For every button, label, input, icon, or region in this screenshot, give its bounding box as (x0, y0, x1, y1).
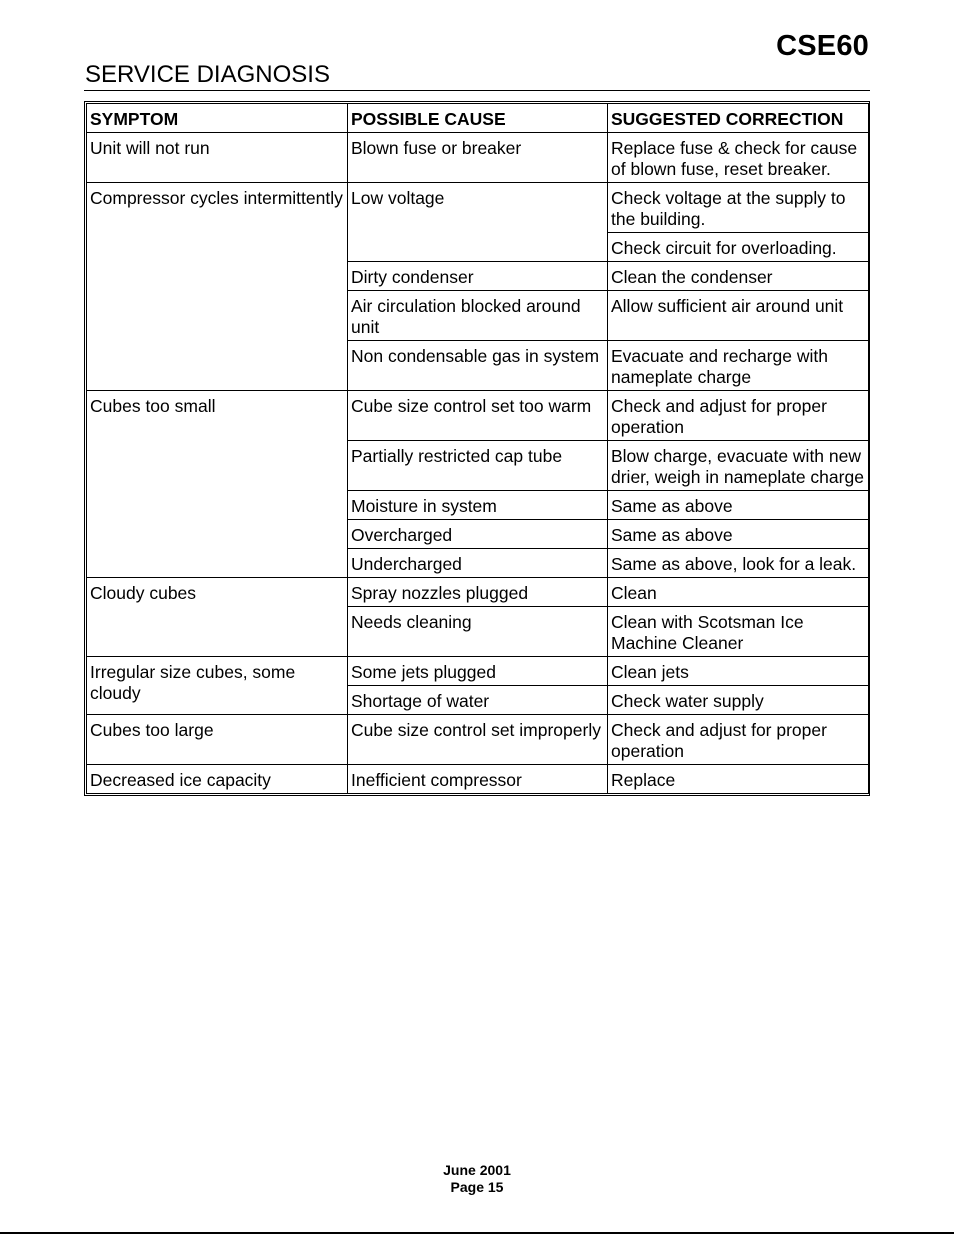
possible-cause-cell: Some jets plugged (348, 657, 608, 686)
symptom-cell: Irregular size cubes, some cloudy (87, 657, 348, 715)
possible-cause-cell: Shortage of water (348, 686, 608, 715)
suggested-correction-cell: Check voltage at the supply to the building. (608, 183, 869, 233)
footer-page-number: Page 15 (450, 1179, 504, 1195)
service-diagnosis-table (84, 101, 870, 796)
suggested-correction-cell: Replace fuse & check for cause of blown fuse, reset breaker. (608, 133, 869, 183)
column-header-symptom: SYMPTOM (87, 104, 348, 133)
suggested-correction-cell: Check circuit for overloading. (608, 233, 869, 262)
symptom-cell: Cubes too small (87, 391, 348, 578)
table-row (87, 578, 869, 607)
bottom-divider (0, 1232, 954, 1234)
possible-cause-cell: Air circulation blocked around unit (348, 291, 608, 341)
model-number: CSE60 (776, 30, 869, 62)
section-title: SERVICE DIAGNOSIS (85, 61, 330, 88)
suggested-correction-cell: Check and adjust for proper operation (608, 715, 869, 765)
table-row (87, 183, 869, 233)
table-row (87, 765, 869, 794)
suggested-correction-cell: Same as above, look for a leak. (608, 549, 869, 578)
symptom-cell: Cloudy cubes (87, 578, 348, 657)
suggested-correction-cell: Evacuate and recharge with nameplate charge (608, 341, 869, 391)
possible-cause-cell: Moisture in system (348, 491, 608, 520)
suggested-correction-cell: Clean the condenser (608, 262, 869, 291)
suggested-correction-cell: Replace (608, 765, 869, 794)
table-body (87, 133, 869, 794)
page-footer (0, 1162, 954, 1196)
possible-cause-cell: Partially restricted cap tube (348, 441, 608, 491)
table-header-row (87, 104, 869, 133)
table-row (87, 133, 869, 183)
possible-cause-cell: Inefficient compressor (348, 765, 608, 794)
possible-cause-cell: Low voltage (348, 183, 608, 262)
possible-cause-cell: Needs cleaning (348, 607, 608, 657)
possible-cause-cell: Overcharged (348, 520, 608, 549)
suggested-correction-cell: Check and adjust for proper operation (608, 391, 869, 441)
possible-cause-cell: Undercharged (348, 549, 608, 578)
symptom-cell: Cubes too large (87, 715, 348, 765)
table-row (87, 391, 869, 441)
suggested-correction-cell: Clean jets (608, 657, 869, 686)
table-row (87, 657, 869, 686)
possible-cause-cell: Dirty condenser (348, 262, 608, 291)
suggested-correction-cell: Check water supply (608, 686, 869, 715)
symptom-cell: Unit will not run (87, 133, 348, 183)
title-divider (84, 90, 870, 91)
suggested-correction-cell: Same as above (608, 520, 869, 549)
suggested-correction-cell: Allow sufficient air around unit (608, 291, 869, 341)
possible-cause-cell: Spray nozzles plugged (348, 578, 608, 607)
possible-cause-cell: Cube size control set too warm (348, 391, 608, 441)
symptom-cell: Compressor cycles intermittently (87, 183, 348, 391)
symptom-cell: Decreased ice capacity (87, 765, 348, 794)
possible-cause-cell: Cube size control set improperly (348, 715, 608, 765)
suggested-correction-cell: Same as above (608, 491, 869, 520)
column-header-suggested-correction: SUGGESTED CORRECTION (608, 104, 869, 133)
suggested-correction-cell: Clean with Scotsman Ice Machine Cleaner (608, 607, 869, 657)
table-row (87, 715, 869, 765)
suggested-correction-cell: Clean (608, 578, 869, 607)
possible-cause-cell: Blown fuse or breaker (348, 133, 608, 183)
suggested-correction-cell: Blow charge, evacuate with new drier, weigh in nameplate charge (608, 441, 869, 491)
possible-cause-cell: Non condensable gas in system (348, 341, 608, 391)
footer-date: June 2001 (443, 1162, 511, 1178)
column-header-possible-cause: POSSIBLE CAUSE (348, 104, 608, 133)
